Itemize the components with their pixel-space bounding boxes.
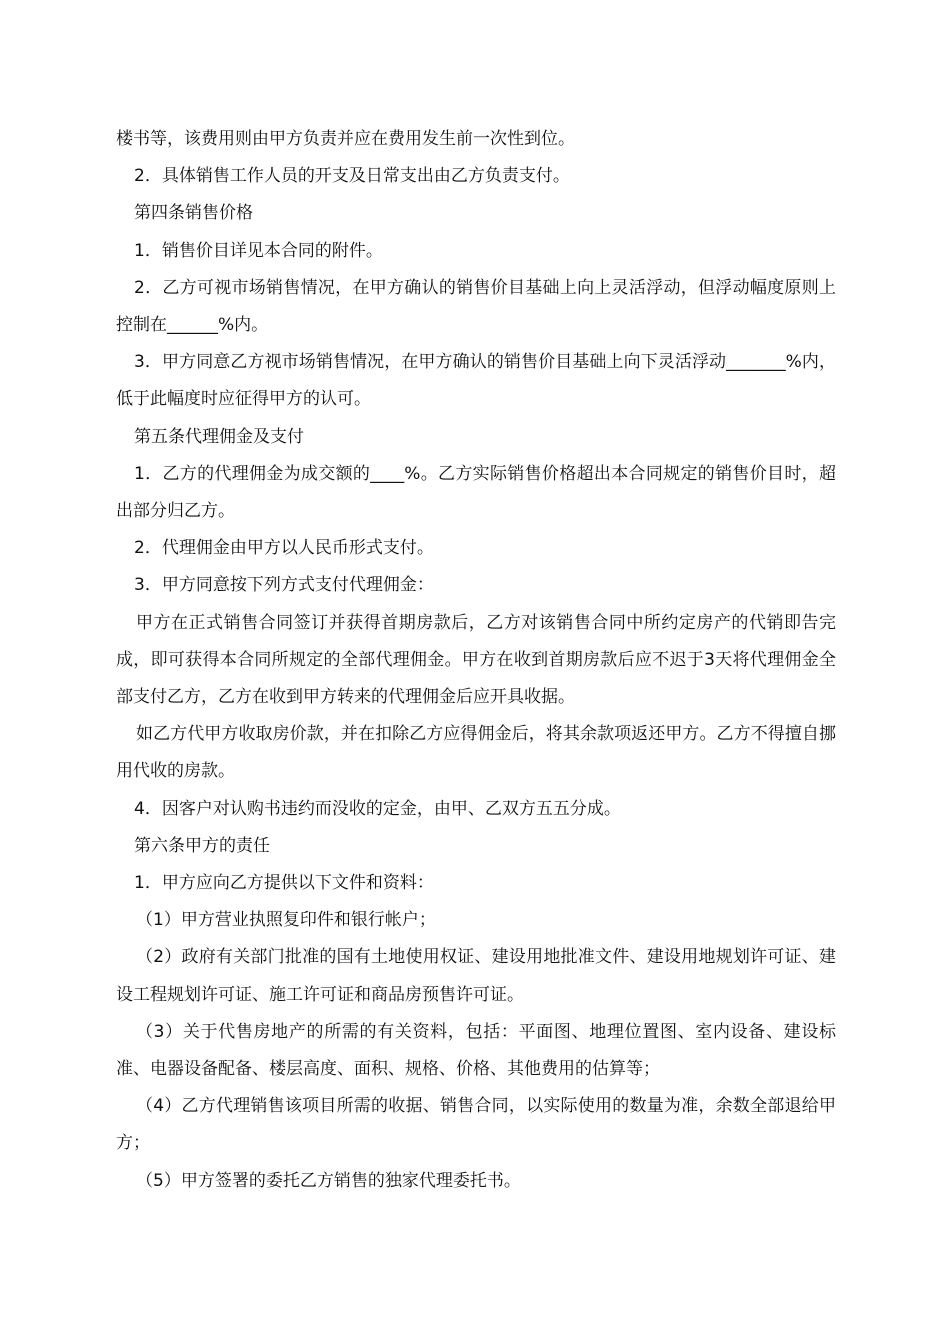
paragraph-clause-5-4: 4．因客户对认购书违约而没收的定金，由甲、乙双方五五分成。 bbox=[134, 798, 621, 819]
paragraph-clause-5-2: 2．代理佣金由甲方以人民币形式支付。 bbox=[134, 538, 434, 559]
list-item-6-1-4: （4）乙方代理销售该项目所需的收据、销售合同，以实际使用的数量为准，余数全部退给甲方； bbox=[116, 1096, 836, 1154]
list-item-6-1-2: （2）政府有关部门批准的国有土地使用权证、建设用地批准文件、建设用地规划许可证、建设工程规划许可证、施工许可证和商品房预售许可证。 bbox=[116, 947, 836, 1005]
paragraph-clause-4-1: 1．销售价目详见本合同的附件。 bbox=[134, 240, 383, 261]
paragraph-payment-method: 甲方在正式销售合同签订并获得首期房款后，乙方对该销售合同中所约定房产的代销即告完成，即可获得本合同所规定的全部代理佣金。甲方在收到首期房款后应不迟于3天将代理佣金全部支付乙方，乙方在收到甲方转来的代理佣金后应开具收据。 bbox=[116, 612, 836, 708]
heading-article-6: 第六条甲方的责任 bbox=[134, 835, 270, 856]
document-body bbox=[116, 121, 836, 1200]
paragraph-clause-5-3: 3．甲方同意按下列方式支付代理佣金： bbox=[134, 575, 434, 596]
paragraph-clause-5-1: 1．乙方的代理佣金为成交额的____%。乙方实际销售价格超出本合同规定的销售价目时，超出部分归乙方。 bbox=[116, 463, 836, 522]
paragraph-clause-6-1: 1．甲方应向乙方提供以下文件和资料： bbox=[134, 873, 434, 894]
heading-article-5: 第五条代理佣金及支付 bbox=[134, 426, 304, 447]
paragraph-continuation: 楼书等，该费用则由甲方负责并应在费用发生前一次性到位。 bbox=[116, 129, 575, 149]
list-item-6-1-5: （5）甲方签署的委托乙方销售的独家代理委托书。 bbox=[136, 1170, 521, 1191]
paragraph-clause-4-3: 3．甲方同意乙方视市场销售情况，在甲方确认的销售价目基础上向下灵活浮动_______%内，低于此幅度时应征得甲方的认可。 bbox=[116, 352, 836, 410]
list-item-6-1-3: （3）关于代售房地产的所需的有关资料，包括：平面图、地理位置图、室内设备、建设标准、电器设备配备、楼层高度、面积、规格、价格、其他费用的估算等； bbox=[116, 1021, 836, 1080]
paragraph-clause-4-2: 2．乙方可视市场销售情况，在甲方确认的销售价目基础上向上灵活浮动，但浮动幅度原则上控制在______%内。 bbox=[116, 277, 836, 336]
heading-article-4: 第四条销售价格 bbox=[134, 203, 253, 224]
paragraph-collection: 如乙方代甲方收取房价款，并在扣除乙方应得佣金后，将其余款项返还甲方。乙方不得擅自挪用代收的房款。 bbox=[116, 724, 836, 782]
paragraph-clause-3-2: 2．具体销售工作人员的开支及日常支出由乙方负责支付。 bbox=[134, 166, 570, 187]
list-item-6-1-1: （1）甲方营业执照复印件和银行帐户； bbox=[136, 910, 436, 931]
